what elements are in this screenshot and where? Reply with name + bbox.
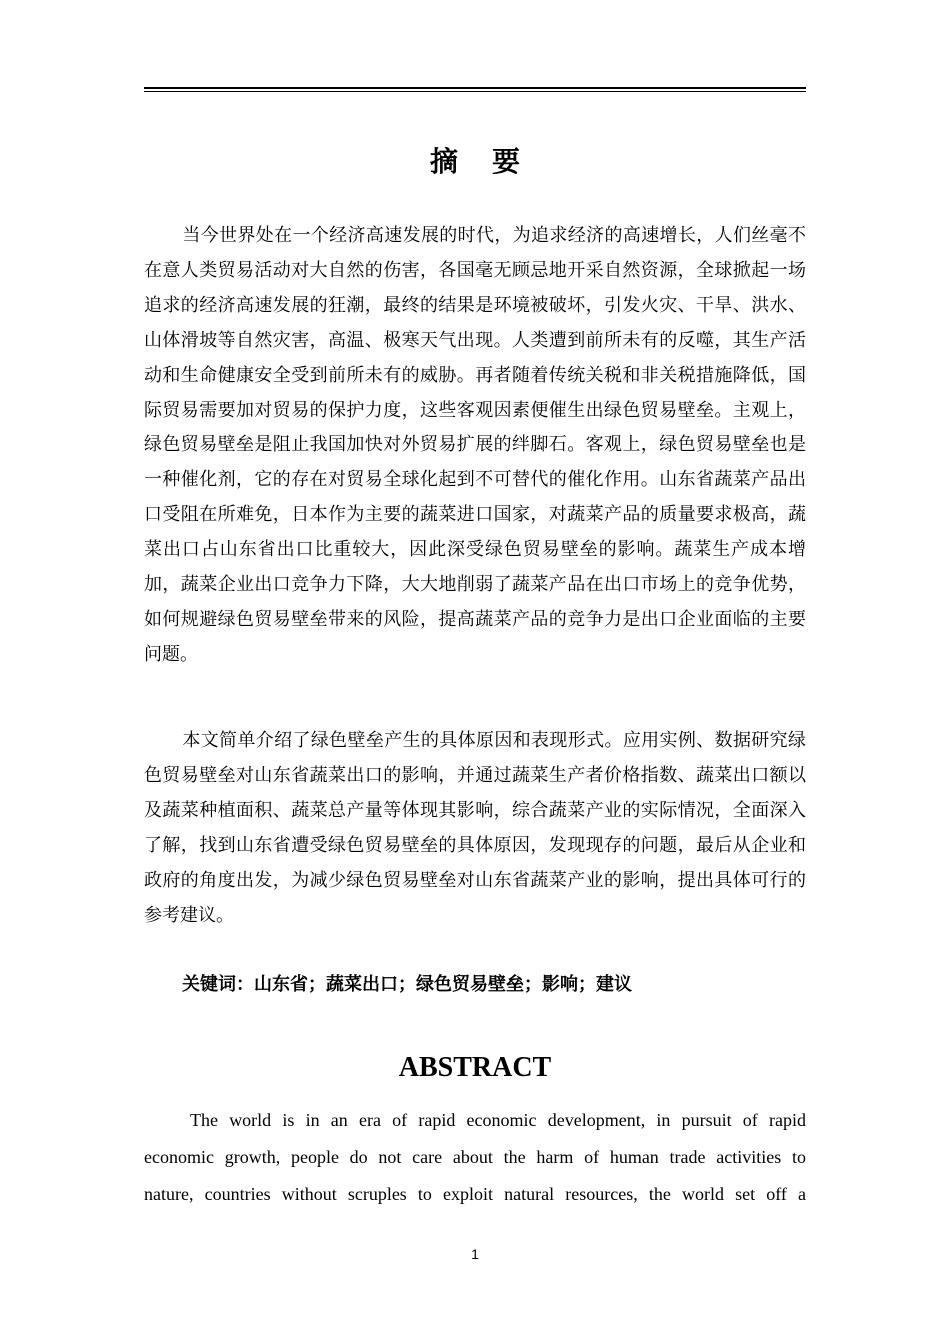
header-rule-thin bbox=[144, 91, 806, 92]
abstract-en-line: nature, countries without scruples to exploit natural resources, the world set off a bbox=[144, 1184, 806, 1204]
abstract-en-paragraph bbox=[144, 1102, 806, 1213]
abstract-en-line bbox=[144, 1102, 806, 1139]
abstract-en-line: economic growth, people do not care about the harm of human trade activities to bbox=[144, 1147, 806, 1167]
abstract-cn-paragraph-2 bbox=[144, 724, 806, 933]
abstract-cn-paragraph-1 bbox=[144, 219, 806, 673]
abstract-cn-title: 摘要 bbox=[429, 145, 554, 178]
abstract-en-title: ABSTRACT bbox=[398, 1052, 552, 1083]
abstract-cn-paragraph-1-text: 当今世界处在一个经济高速发展的时代，为追求经济的高速增长，人们丝毫不在意人类贸易活动对大自然的伤害，各国毫无顾忌地开采自然资源，全球掀起一场追求的经济高速发展的狂潮，最终的结果是环境被破坏，引发火灾、干旱、洪水、山体滑坡等自然灾害，高温、极寒天气出现。人类遭到前所未有的反噬，其生产活动和生命健康安全受到前所未有的威胁。再者随着传统关税和非关税措施降低，国际贸易需要加对贸易的保护力度，这些客观因素便催生出绿色贸易壁垒。主观上，绿色贸易壁垒是阻止我国加快对外贸易扩展的绊脚石。客观上，绿色贸易壁垒也是一种催化剂，它的存在对贸易全球化起到不可替代的催化作用。山东省蔬菜产品出口受阻在所难免，日本作为主要的蔬菜进口国家，对蔬菜产品的质量要求极高，蔬菜出口占山东省出口比重较大，因此深受绿色贸易壁垒的影响。蔬菜生产成本增加，蔬菜企业出口竞争力下降，大大地削弱了蔬菜产品在出口市场上的竞争优势，如何规避绿色贸易壁垒带来的风险，提高蔬菜产品的竞争力是出口企业面临的主要问题。 bbox=[144, 225, 806, 665]
abstract-cn-keywords: 关键词：山东省；蔬菜出口；绿色贸易壁垒；影响；建议 bbox=[182, 974, 632, 995]
header-rule bbox=[144, 87, 806, 92]
header-rule-thick bbox=[144, 87, 806, 89]
abstract-cn-paragraph-2-text: 本文简单介绍了绿色壁垒产生的具体原因和表现形式。应用实例、数据研究绿色贸易壁垒对山东省蔬菜出口的影响，并通过蔬菜生产者价格指数、蔬菜出口额以及蔬菜种植面积、蔬菜总产量等体现其影响，综合蔬菜产业的实际情况，全面深入了解，找到山东省遭受绿色贸易壁垒的具体原因，发现现存的问题，最后从企业和政府的角度出发，为减少绿色贸易壁垒对山东省蔬菜产业的影响，提出具体可行的参考建议。 bbox=[144, 730, 806, 926]
abstract-en-line-1-text: The world is in an era of rapid economic development, in pursuit of rapid bbox=[190, 1110, 806, 1130]
page-number: 1 bbox=[471, 1246, 479, 1262]
